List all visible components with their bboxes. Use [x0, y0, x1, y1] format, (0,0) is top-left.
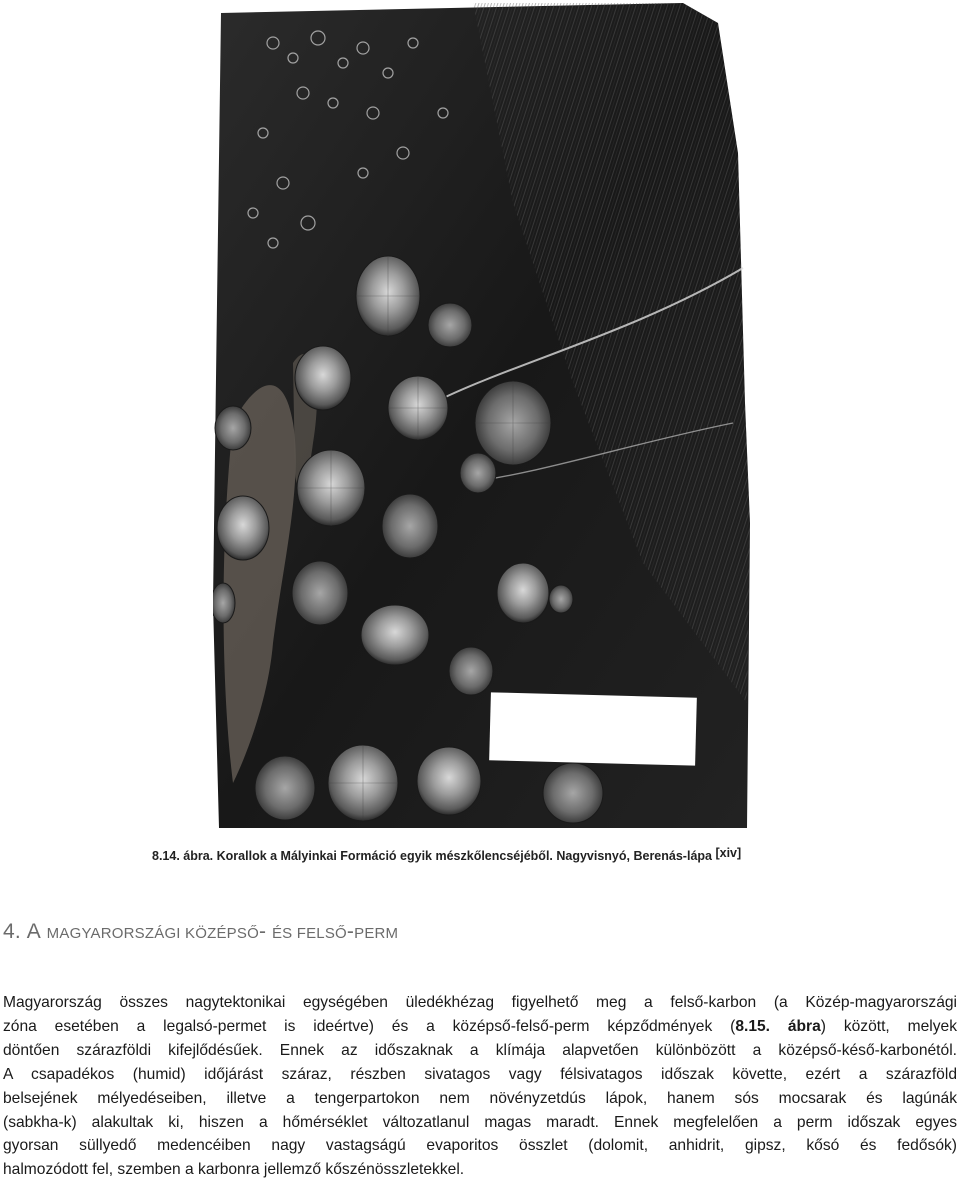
paragraph-line: halmozódott fel, szemben a karbonra jellemző kőszénösszletekkel.	[3, 1161, 465, 1179]
caption-number: 8.14. ábra.	[152, 849, 214, 863]
caption-text: Korallok a Mályinkai Formáció egyik mészkőlencséjéből. Nagyvisnyó, Berenás-lápa	[216, 849, 712, 863]
section-heading	[3, 920, 398, 944]
section-title-part-1: MAGYARORSZÁGI KÖZÉPSŐ	[46, 925, 259, 942]
paragraph-line: (sabkha-k) alakultak ki, hiszen a hőmérséklet változatlanul magas maradt. Ennek megfelelően a perm időszak egyes	[3, 1113, 957, 1131]
paragraph-line: Magyarország összes nagytektonikai egységében üledékhézag figyelhető meg a felső-karbon (a Közép-magyarországi	[3, 994, 957, 1011]
paragraph-line	[3, 1015, 957, 1039]
coral-photo-svg	[213, 3, 750, 828]
paragraph-line: döntően szárazföldi kifejlődésűek. Ennek az időszaknak a klímája alapvetően különbözött a középső-késő-karbonétól.	[3, 1041, 957, 1059]
paragraph-line: gyorsan süllyedő medencéiben nagy vastagságú evaporitos összlet (dolomit, anhidrit, gipsz, kősó és fedősók)	[3, 1137, 957, 1155]
section-title-initial: A	[26, 920, 41, 943]
section-title-part-2: ÉS FELSŐ	[271, 925, 347, 942]
paragraph-text: zóna esetében a legalsó-permet is ideértve) és a középső-felső-perm képződmények (	[3, 1017, 736, 1035]
caption-reference[interactable]: [xiv]	[715, 846, 742, 860]
coral-limestone-photo	[213, 3, 750, 828]
section-title-separator-1: -	[258, 920, 267, 943]
body-paragraph	[3, 991, 957, 1182]
section-title-part-3: PERM	[354, 925, 399, 942]
figure-reference-link[interactable]: 8.15. ábra	[735, 1017, 821, 1035]
paragraph-line: A csapadékos (humid) időjárást száraz, részben sivatagos vagy félsivatagos időszak követte, ezért a szárazföld	[3, 1065, 957, 1083]
section-number: 4.	[3, 920, 21, 943]
paragraph-line: belsejének mélyedéseiben, illetve a tengerpartokon nem növényzetdús lápok, hanem sós mocsarak és lagúnák	[3, 1089, 957, 1107]
section-title-separator-2: -	[346, 920, 355, 943]
paragraph-text: ) között, melyek	[820, 1017, 957, 1035]
figure-caption	[152, 846, 742, 863]
